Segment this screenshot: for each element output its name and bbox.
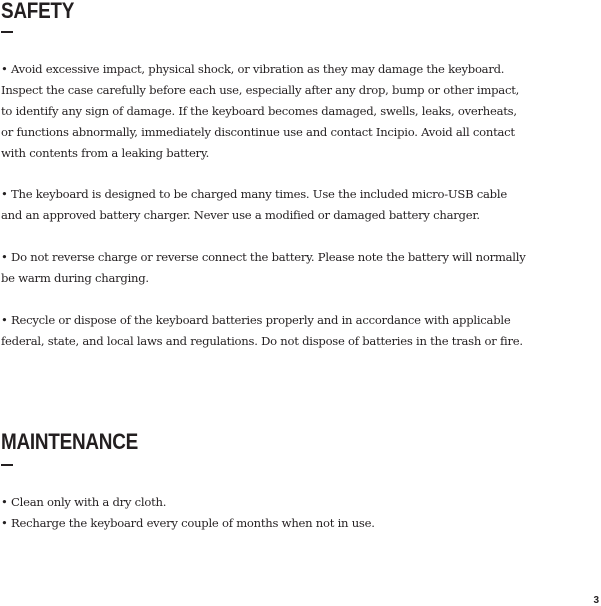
text-line: be warm during charging. bbox=[1, 270, 149, 285]
maintenance-heading-rule bbox=[1, 464, 13, 466]
text-line: and an approved battery charger. Never use a modified or damaged battery charger. bbox=[1, 207, 480, 222]
text-line: or functions abnormally, immediately discontinue use and contact Incipio. Avoid all contact bbox=[1, 124, 515, 139]
maintenance-heading: MAINTENANCE bbox=[1, 429, 138, 454]
list-item: • Recharge the keyboard every couple of months when not in use. bbox=[1, 515, 375, 530]
text-line: with contents from a leaking battery. bbox=[1, 145, 210, 160]
safety-paragraph-reverse-charge bbox=[1, 247, 561, 289]
text-line: • Do not reverse charge or reverse connect the battery. Please note the battery will normally bbox=[1, 250, 526, 264]
safety-paragraph-impact bbox=[1, 59, 561, 164]
safety-heading: SAFETY bbox=[1, 0, 75, 23]
page-number: 3 bbox=[593, 595, 599, 606]
safety-paragraph-charging bbox=[1, 184, 561, 226]
safety-paragraph-recycle bbox=[1, 310, 561, 352]
text-line: federal, state, and local laws and regulations. Do not dispose of batteries in the trash or fire. bbox=[1, 333, 523, 348]
text-line: to identify any sign of damage. If the keyboard becomes damaged, swells, leaks, overheats, bbox=[1, 103, 517, 118]
text-line: • Recycle or dispose of the keyboard batteries properly and in accordance with applicable bbox=[1, 313, 511, 327]
maintenance-list bbox=[1, 492, 561, 534]
text-line: • Avoid excessive impact, physical shock, or vibration as they may damage the keyboard. bbox=[1, 62, 505, 76]
safety-heading-rule bbox=[1, 31, 13, 33]
list-item: • Clean only with a dry cloth. bbox=[1, 495, 167, 509]
text-line: • The keyboard is designed to be charged many times. Use the included micro-USB cable bbox=[1, 187, 507, 201]
text-line: Inspect the case carefully before each use, especially after any drop, bump or other impact, bbox=[1, 82, 520, 97]
